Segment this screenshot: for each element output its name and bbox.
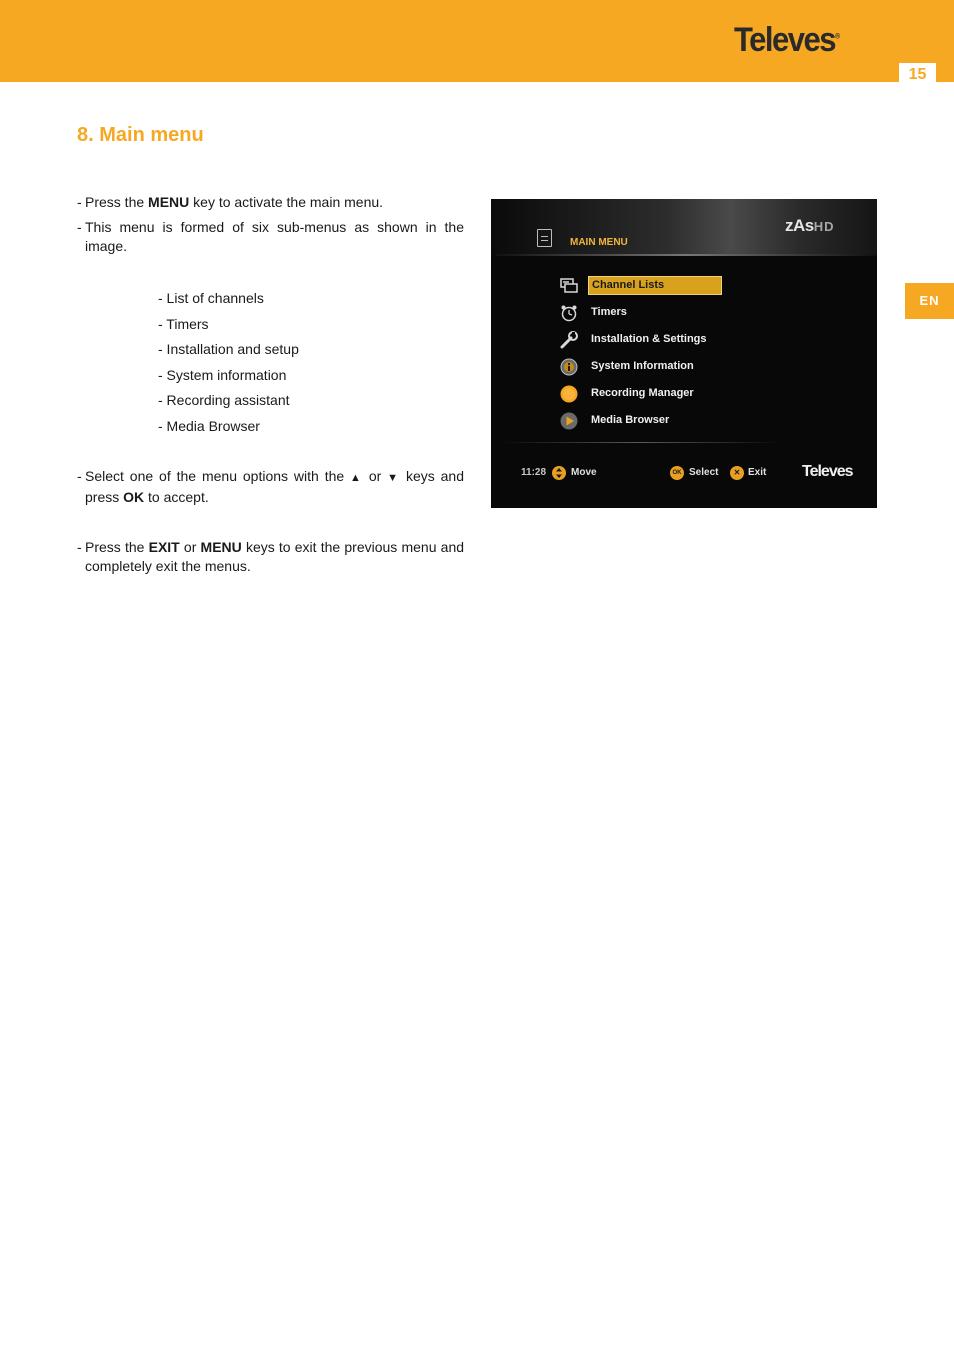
paragraph-press-menu: - Press the MENU key to activate the main menu.	[77, 194, 384, 210]
menu-item-channel-lists[interactable]	[557, 275, 757, 297]
menu-item-label: Media Browser	[591, 414, 670, 426]
move-label: Move	[571, 467, 597, 478]
key-ok: OK	[123, 489, 145, 505]
list-item: - System information	[158, 366, 287, 383]
clock-time: 11:28	[521, 467, 547, 478]
main-menu-screenshot	[491, 199, 877, 508]
key-exit: EXIT	[148, 539, 180, 555]
list-item: - List of channels	[158, 290, 264, 306]
list-item: - Media Browser	[158, 417, 260, 434]
paragraph-six-submenus: - This menu is formed of six sub-menus as shown in the image.	[77, 219, 464, 254]
move-arrows-icon	[552, 466, 566, 480]
menu-item-label: Channel Lists	[588, 276, 722, 295]
divider	[501, 442, 781, 443]
menu-item-timers[interactable]	[557, 302, 757, 324]
paragraph-exit-menu: - Press the EXIT or MENU keys to exit the previous menu and completely exit the menus.	[77, 539, 465, 574]
page-number: 15	[899, 63, 936, 84]
language-tab: EN	[905, 283, 954, 319]
menu-item-recording-manager[interactable]	[557, 383, 757, 405]
section-title: 8. Main menu	[77, 124, 204, 146]
menu-item-label: System Information	[591, 360, 694, 372]
list-item: - Recording assistant	[158, 392, 290, 408]
select-label: Select	[689, 467, 719, 478]
page-header-band	[0, 0, 954, 82]
menu-item-label: Recording Manager	[591, 387, 694, 399]
televes-screen-logo: Televes	[802, 463, 853, 480]
play-icon	[560, 412, 578, 430]
record-icon	[560, 385, 578, 403]
menu-item-system-information[interactable]	[557, 356, 757, 378]
list-item: - Timers	[158, 315, 209, 332]
document-icon	[537, 229, 552, 247]
list-item: - Installation and setup	[158, 341, 299, 357]
exit-label: Exit	[748, 467, 767, 478]
info-icon	[560, 358, 578, 376]
wrench-icon	[560, 331, 578, 349]
paragraph-select-option: - Select one of the menu options with the ▲ or ▼ keys and press OK to accept.	[77, 468, 464, 505]
ok-button-icon: OK	[670, 466, 684, 480]
televes-logo: Televes®	[734, 20, 841, 59]
alarm-clock-icon	[560, 304, 578, 322]
zas-hd-logo: zAsHD	[785, 216, 835, 235]
channel-list-icon	[560, 277, 578, 295]
divider	[496, 254, 876, 256]
menu-item-label: Timers	[591, 306, 627, 318]
screen-title: MAIN MENU	[570, 237, 628, 248]
key-menu: MENU	[200, 539, 242, 555]
menu-item-media-browser[interactable]	[557, 410, 757, 432]
down-arrow-icon: ▼	[387, 472, 401, 484]
up-arrow-icon: ▲	[350, 472, 363, 484]
key-menu: MENU	[148, 194, 190, 210]
menu-item-installation-settings[interactable]	[557, 329, 757, 351]
menu-item-label: Installation & Settings	[591, 333, 707, 345]
submenu-list	[158, 289, 299, 442]
exit-button-icon: ✕	[730, 466, 744, 480]
